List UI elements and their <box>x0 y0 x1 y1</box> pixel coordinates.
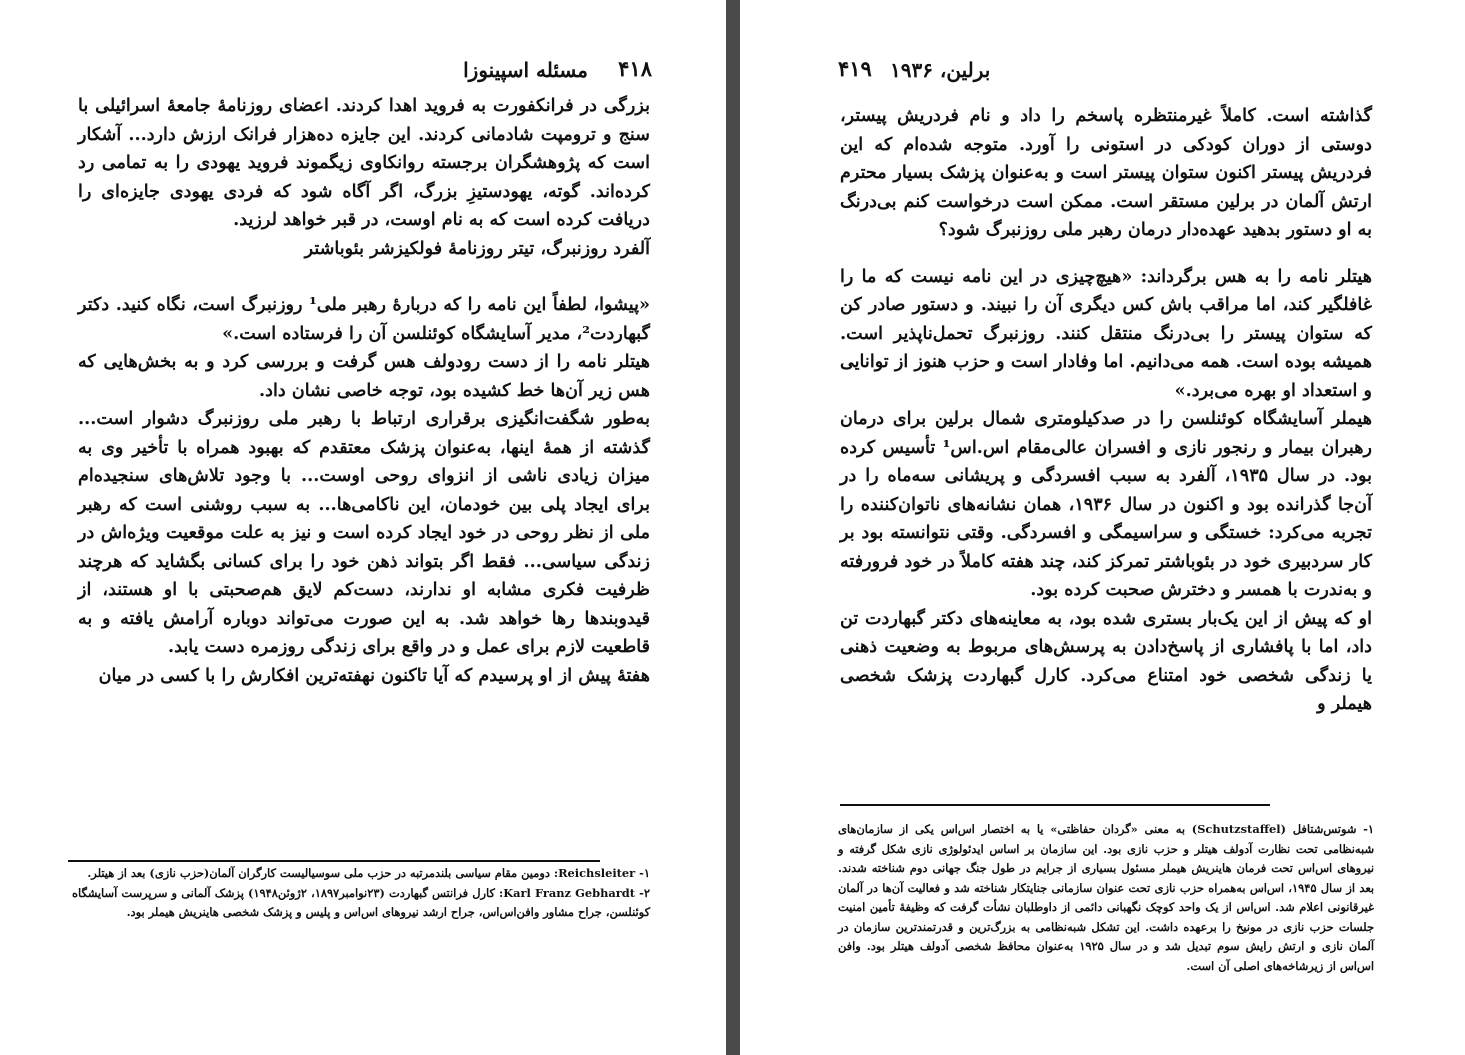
page-header <box>68 54 658 90</box>
footnotes <box>838 820 1374 976</box>
left-page <box>68 40 658 990</box>
right-page <box>830 40 1380 1000</box>
paragraph: هیتلر نامه را به هس برگرداند: «هیچ‌چیزی در این نامه نیست که ما را غافلگیر کند، اما مراقب باش کس دیگری آن را نبیند. و دستور صادر کن که ستوان پیستر را بی‌درنگ منتقل کنند. روزنبرگ تحمل‌ناپذیر است. همیشه بوده است. همه می‌دانیم. اما وفادار است و حزب هنوز از توانایی و استعداد او بهره می‌برد.» <box>840 265 1372 401</box>
footnote-divider <box>840 804 1270 806</box>
footnotes <box>72 864 650 923</box>
paragraph: گذاشته است. کاملاً غیرمنتظره پاسخم را داد و نام فردریش پیستر، دوستی از دوران کودکی در استونی را آورد. متوجه شده‌ام که این فردریش پیستر اکنون ستوان پیستر است و به‌عنوان پزشک بسیار محترم ارتش آلمان در برلین مستقر است. ممکن است درخواست کنم بی‌درنگ به او دستور بدهید عهده‌دار درمان رهبر ملی روزنبرگ شود؟ <box>840 105 1372 240</box>
page-gutter <box>726 0 740 1055</box>
footnote: ۲- Karl Franz Gebhardt: کارل فرانتس گبهاردت (۲۳نوامبر۱۸۹۷، ۲ژوئن۱۹۴۸) پزشک آلمانی و سرپرست آسایشگاه کوئنلسن، جراح مشاور وافن‌اس‌اس، جراح ارشد نیروهای اس‌اس و پلیس و پزشک شخصی هاینریش هیملر بود. <box>72 885 650 919</box>
paragraph: به‌طور شگفت‌انگیزی برقراری ارتباط با رهبر ملی روزنبرگ دشوار است... گذشته از همهٔ اینها، به‌عنوان پزشک معتقدم که بهبود همراه با تأخیر وی به میزان زیادی ناشی از انزوای روحی اوست... با وجود تلاش‌های سنجیده‌ام برای ایجاد پلی بین خودمان، این ناکامی‌ها... به سبب روشنی است که رهبر ملی از نظر روحی در خود ایجاد کرده است و نیز به علت موقعیت ویژه‌اش در زندگی سیاسی... فقط اگر بتواند ذهن خود را برای کسانی بگشاید که هرچند ظرفیت فکری مشابه او ندارند، دست‌کم لایق هم‌صحبتی با او هستند، از قیدوبندها رها خواهد شد. به این صورت می‌تواند دوباره آرامش یافته و به قاطعیت لازم برای عمل و در واقع برای زندگی روزمره دست یابد. <box>78 408 650 657</box>
paragraph: هیتلر نامه را از دست رودولف هس گرفت و بررسی کرد و به بخش‌هایی که هس زیر آن‌ها خط کشیده بود، توجه خاصی نشان داد. <box>78 351 650 401</box>
paragraph: هیملر آسایشگاه کوئنلسن را در صدکیلومتری شمال برلین برای درمان رهبران بیمار و رنجور نازی و افسران عالی‌مقام اس.اس¹ تأسیس کرده بود. در سال ۱۹۳۵، آلفرد به سبب افسردگی و پریشانی سه‌ماه را در آن‌جا گذرانده بود و اکنون در سال ۱۹۳۶، همان نشانه‌های ناتوان‌کننده را تجربه می‌کرد: خستگی و سراسیمگی و افسردگی. وقتی نتوانسته بود بر کار سردبیری خود در بئوباشتر تمرکز کند، چند هفته کاملاً در خود فرورفته و به‌ندرت با همسر و دخترش صحبت کرده بود. <box>840 408 1372 600</box>
paragraph: «پیشوا، لطفاً این نامه را که دربارهٔ رهبر ملی¹ روزنبرگ است، نگاه کنید. دکتر گبهاردت²، مدیر آسایشگاه کوئنلسن آن را فرستاده است.» <box>78 294 650 344</box>
page-number: ۴۱۹ <box>838 56 872 81</box>
page-header <box>830 54 1380 90</box>
footnote-divider <box>68 860 600 862</box>
footnote: ۱- Reichsleiter: دومین مقام سیاسی بلندمرتبه در حزب ملی سوسیالیست کارگران آلمان(حزب نازی) بعد از هیتلر. <box>87 866 650 880</box>
paragraph: بزرگی در فرانکفورت به فروید اهدا کردند. اعضای روزنامهٔ جامعهٔ اسرائیلی با سنج و ترومپت شادمانی کردند. این جایزه ده‌هزار فرانک ارزش دارد... آشکار است که پژوهشگران برجسته روانکاوی زیگموند فروید یهودی را به تمامی رد کرده‌اند. گوته، یهودستیزِ بزرگ، اگر آگاه شود که فردی یهودی جایزه‌ای را دریافت کرده است که به نام اوست، در قبر خواهد لرزید. <box>78 95 650 230</box>
footnote: ۱- شوتس‌شتافل (Schutzstaffel) به معنی «گردان حفاظتی» یا به اختصار اس‌اس یکی از سازمان‌های شبه‌نظامی تحت نظارت آدولف هیتلر و حزب نازی بود. این سازمان بر اساس ایدئولوژی نازی شکل گرفته و نیروهای اس‌اس تحت فرمان هاینریش هیملر مسئول بسیاری از جرایم در طول جنگ جهانی دوم شناخته شدند. بعد از سال ۱۹۴۵، اس‌اس به‌همراه حزب نازی تحت عنوان سازمانی جنایتکار شناخته شد و فعالیت آن‌ها در آلمان غیرقانونی اعلام شد. اس‌اس از یک واحد کوچک نگهبانی دائمی از داوطلبان نشأت گرفت که وظیفهٔ تأمین امنیت جلسات حزب نازی در مونیخ را برعهده داشت. این تشکل شبه‌نظامی به بزرگ‌ترین و قدرتمندترین سازمان در آلمان نازی و ارتش رایش سوم تبدیل شد و در سال ۱۹۲۵ به‌عنوان محافظ شخصی آدولف هیتلر بود. وافن اس‌اس از زیرشاخه‌های اصلی آن است. <box>838 822 1374 973</box>
body-text <box>78 92 650 690</box>
paragraph: هفتهٔ پیش از او پرسیدم که آیا تاکنون نهفته‌ترین افکارش را با کسی در میان <box>98 664 650 686</box>
running-title: برلین، ۱۹۳۶ <box>890 58 991 82</box>
running-title: مسئله اسپینوزا <box>463 58 588 82</box>
quote-attribution: آلفرد روزنبرگ، تیتر روزنامهٔ فولکیزشر بئوباشتر <box>304 237 650 259</box>
body-text <box>840 102 1372 719</box>
page-number: ۴۱۸ <box>618 56 652 81</box>
paragraph: او که پیش از این یک‌بار بستری شده بود، به معاینه‌های دکتر گبهاردت تن داد، اما با پافشاری از پاسخ‌دادن به پرسش‌های مربوط به وضعیت ذهنی یا زندگی شخصی خود امتناع می‌کرد. کارل گبهاردت پزشک شخصی هیملر و <box>840 607 1372 714</box>
